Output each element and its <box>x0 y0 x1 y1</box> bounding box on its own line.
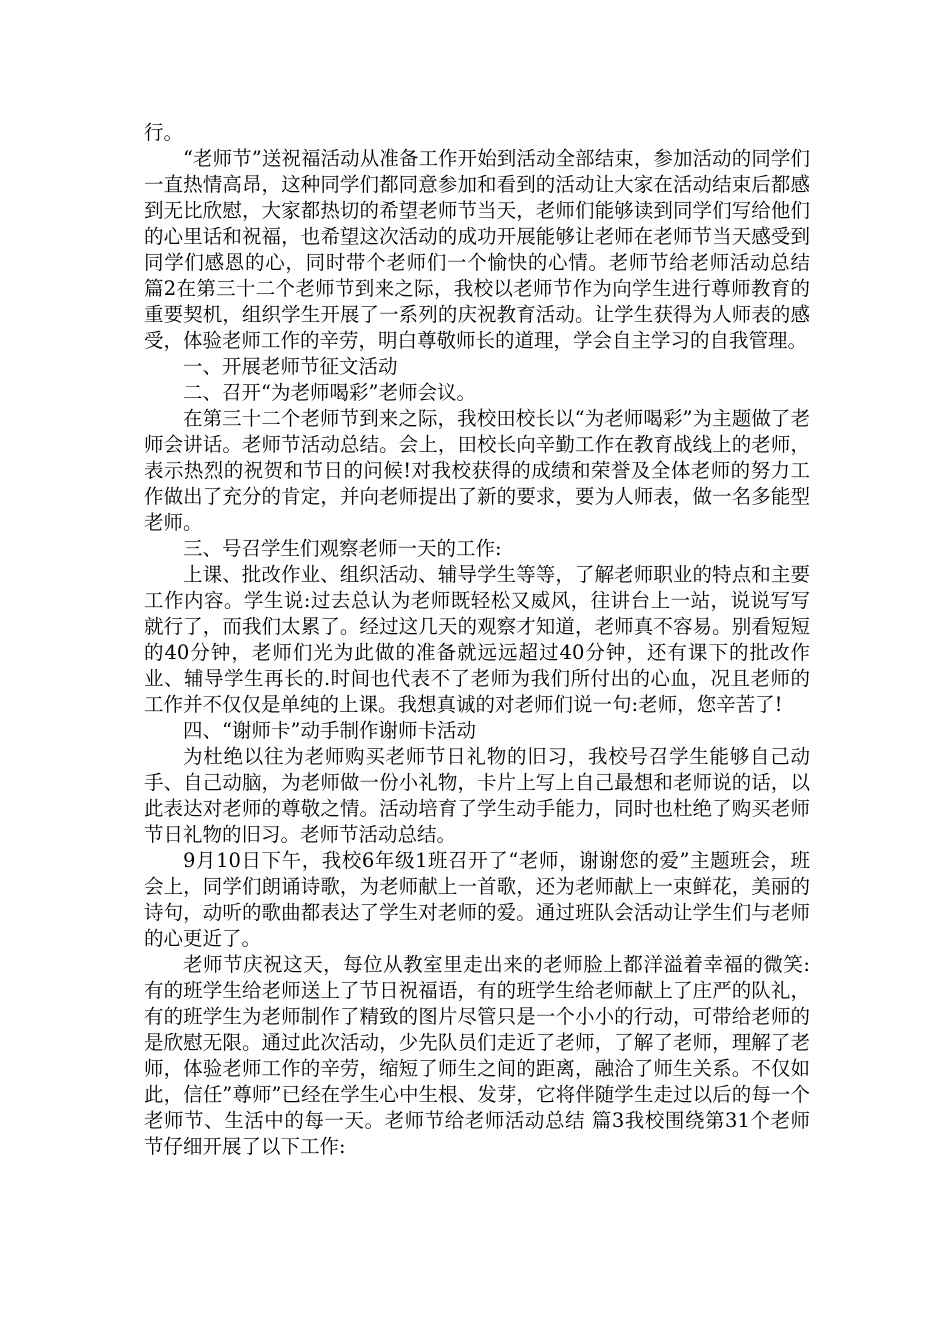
paragraph-3: 二、召开“为老师喝彩”老师会议。 <box>183 381 476 404</box>
paragraph-2: 一、开展老师节征文活动 <box>183 355 398 378</box>
paragraph-0: 行。 <box>144 121 184 144</box>
paragraph-9: 9月10日下午，我校6年级1班召开了“老师，谢谢您的爱”主题班会，班会上，同学们朗诵诗歌，为老师献上一首歌，还为老师献上一束鲜花，美丽的诗句，动听的歌曲都表达了学生对老师的爱。通过班队会活动让学生们与老师的心更近了。 <box>144 849 810 950</box>
paragraph-5: 三、号召学生们观察老师一天的工作: <box>183 537 502 560</box>
paragraph-1: “老师节”送祝福活动从准备工作开始到活动全部结束，参加活动的同学们一直热情高昂，这种同学们都同意参加和看到的活动让大家在活动结束后都感到无比欣慰，大家都热切的希望老师节当天，老师们能够读到同学们写给他们的心里话和祝福，也希望这次活动的成功开展能够让老师在老师节当天感受到同学们感恩的心，同时带个老师们一个愉快的心情。老师节给老师活动总结 篇2在第三十二个老师节到来之际，我校以老师节作为向学生进行尊师教育的重要契机，组织学生开展了一系列的庆祝教育活动。让学生获得为人师表的感受，体验老师工作的辛劳，明白尊敬师长的道理，学会自主学习的自我管理。 <box>144 147 810 352</box>
paragraph-7: 四、“谢师卡”动手制作谢师卡活动 <box>183 719 476 742</box>
paragraph-6: 上课、批改作业、组织活动、辅导学生等等，了解老师职业的特点和主要工作内容。学生说:过去总认为老师既轻松又威风，往讲台上一站，说说写写就行了，而我们太累了。经过这几天的观察才知道，老师真不容易。别看短短的40分钟，老师们光为此做的准备就远远超过40分钟，还有课下的批改作业、辅导学生再长的.时间也代表不了老师为我们所付出的心血，况且老师的工作并不仅仅是单纯的上课。我想真诚的对老师们说一句:老师，您辛苦了! <box>144 563 810 716</box>
paragraph-8: 为杜绝以往为老师购买老师节日礼物的旧习，我校号召学生能够自己动手、自己动脑，为老师做一份小礼物，卡片上写上自己最想和老师说的话，以此表达对老师的尊敬之情。活动培育了学生动手能力，同时也杜绝了购买老师节日礼物的旧习。老师节活动总结。 <box>144 745 810 846</box>
paragraph-4: 在第三十二个老师节到来之际，我校田校长以“为老师喝彩”为主题做了老师会讲话。老师节活动总结。会上，田校长向辛勤工作在教育战线上的老师，表示热烈的祝贺和节日的问候!对我校获得的成绩和荣誉及全体老师的努力工作做出了充分的肯定，并向老师提出了新的要求，要为人师表，做一名多能型老师。 <box>144 407 810 534</box>
paragraph-10: 老师节庆祝这天，每位从教室里走出来的老师脸上都洋溢着幸福的微笑:有的班学生给老师送上了节日祝福语，有的班学生给老师献上了庄严的队礼，有的班学生为老师制作了精致的图片尽管只是一个小小的行动，可带给老师的是欣慰无限。通过此次活动，少先队员们走近了老师，了解了老师，理解了老师，体验老师工作的辛劳，缩短了师生之间的距离，融洽了师生关系。不仅如此，信任”尊师”已经在学生心中生根、发芽，它将伴随学生走过以后的每一个老师节、生活中的每一天。老师节给老师活动总结 篇3我校围绕第31个老师节仔细开展了以下工作: <box>144 953 810 1158</box>
document-body <box>144 120 810 1160</box>
